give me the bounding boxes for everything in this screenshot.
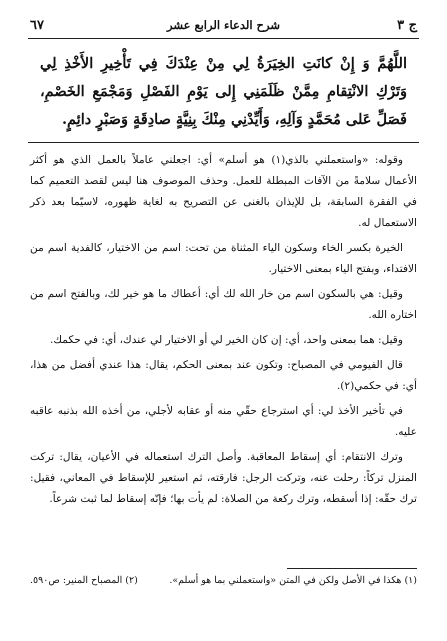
paragraph: وقيل: هي بالسكون اسم من خار الله لك أي: أعطاك ما هو خير لك، وبالفتح اسم من اختاره الله. <box>30 288 417 321</box>
running-header <box>30 14 417 36</box>
footnote: (٢) المصباح المنير: ص٥٩٠. <box>30 575 138 586</box>
paragraph: وقيل: هما بمعنى واحد، أي: إن كان الخير لي أو الاختيار لي عندك، أي: في حكمك. <box>49 334 403 346</box>
commentary-body <box>30 150 417 514</box>
footnotes <box>30 573 417 589</box>
paragraph: وقوله: «واستعملني بالذي(١) هو أسلم» أي: اجعلني عاملاً بالعمل الذي هو أكثر الأعمال سلامةً من الآفات المبطلة للعمل. وحذف الموصوف هنا ليس لقصد التعميم كما في الفقرة السابقة، بل للإيذان بالغنى عن التصريح به لغاية ظهوره، لاسيّما بعد ذكر الاستعمال له. <box>30 154 417 229</box>
footnote-rule <box>287 568 417 569</box>
paragraph: قال الفيومي في المصباح: وتكون عند بمعنى الحكم، يقال: هذا عندي أفضل من هذا، أي: في حكمي(٢). <box>30 359 417 392</box>
section-divider <box>28 142 419 143</box>
footnote: (١) هكذا في الأصل ولكن في المتن «واستعملني بما هو أسلم». <box>169 575 417 586</box>
header-rule <box>28 38 419 39</box>
supplication-text: اللَّهُمَّ وَ إِنْ كانَتِ الخِيَرَةُ لِي مِنْ عِنْدَكَ فِي تَأْخِيرِ الأَخْذِ لِي وَتَرْكِ الانْتِقامِ مِمَّنْ ظَلَمَنِي إِلى يَوْمِ الفَصْلِ وَمَجْمَعِ الخَصْمِ، فَصَلِّ عَلى مُحَمَّدٍ وَآلِهِ، وَأَيِّدْنِي مِنْكَ بِنِيَّةٍ صادِقَةٍ وَصَبْرٍ دائِمٍ. <box>40 55 407 128</box>
volume-number: ج ٣ <box>397 17 417 33</box>
page-number: ٦٧ <box>30 17 44 33</box>
paragraph: الخيرة بكسر الخاء وسكون الياء المثناة من تحت: اسم من الاختيار، كالفدية اسم من الافتداء، وبفتح الياء بمعنى الاختيار. <box>30 242 417 275</box>
paragraph: في تأخير الأخذ لي: أي استرجاع حقّي منه أو عقابه لأجلي، من أخذه الله بذنبه عاقبه عليه. <box>30 405 417 438</box>
paragraph: وترك الانتقام: أي إسقاط المعاقبة. وأصل الترك استعماله في الأعيان، يقال: تركت المنزل تركاً: رحلت عنه، وتركت الرجل: فارقته، ثم استعير للإسقاط في المعاني، فقيل: ترك حقّه: إذا أسقطه، وترك ركعة من الصلاة: لم يأت بها؛ فإنّه إسقاط لما ثبت شرعاً. <box>30 451 417 505</box>
running-title: شرح الدعاء الرابع عشر <box>167 18 280 32</box>
